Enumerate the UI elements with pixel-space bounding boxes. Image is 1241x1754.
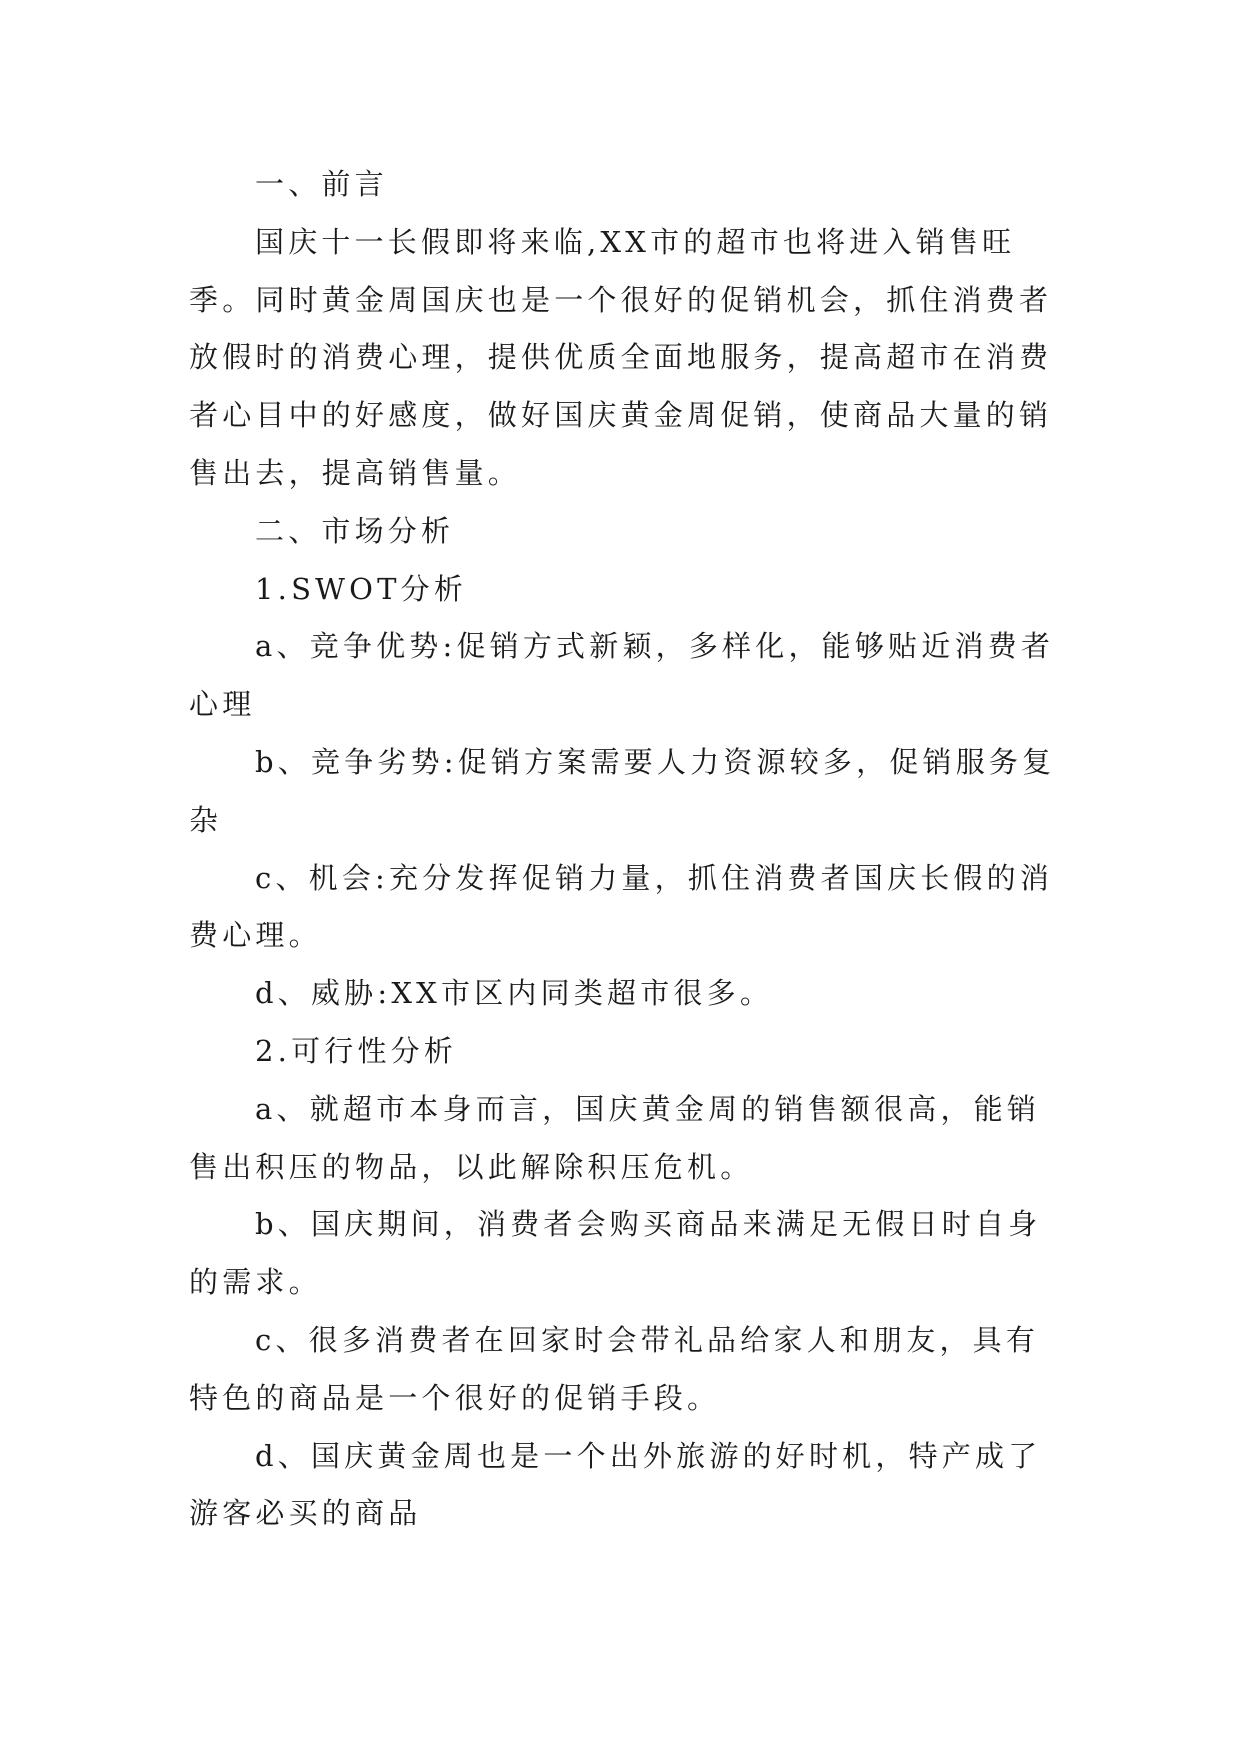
feasibility-item-d: d、国庆黄金周也是一个出外旅游的好时机，特产成了游客必买的商品 [189,1438,1042,1531]
swot-weaknesses: b、竞争劣势:促销方案需要人力资源较多，促销服务复杂 [189,744,1056,837]
feasibility-item-b: b、国庆期间，消费者会购买商品来满足无假日时自身的需求。 [189,1207,1042,1300]
swot-threats: d、威胁:XX市区内同类超市很多。 [255,976,774,1011]
subheading-feasibility: 2.可行性分析 [255,1033,458,1068]
swot-opportunities: c、机会:充分发挥促销力量，抓住消费者国庆长假的消费心理。 [189,860,1054,953]
document-body [189,156,1069,1543]
swot-strengths: a、竞争优势:促销方式新颖，多样化，能够贴近消费者心理 [189,629,1055,722]
subheading-swot: 1.SWOT分析 [255,571,468,606]
heading-market-analysis: 二、市场分析 [255,513,455,548]
preface-paragraph: 国庆十一长假即将来临,XX市的超市也将进入销售旺季。同时黄金周国庆也是一个很好的促销机会，抓住消费者放假时的消费心理，提供优质全面地服务，提高超市在消费者心目中的好感度，做好国庆黄金周促销，使商品大量的销售出去，提高销售量。 [189,224,1053,490]
feasibility-item-a: a、就超市本身而言，国庆黄金周的销售额很高，能销售出积压的物品，以此解除积压危机。 [189,1091,1041,1184]
heading-preface: 一、前言 [255,167,388,201]
feasibility-item-c: c、很多消费者在回家时会带礼品给家人和朋友，具有特色的商品是一个很好的促销手段。 [189,1322,1040,1415]
